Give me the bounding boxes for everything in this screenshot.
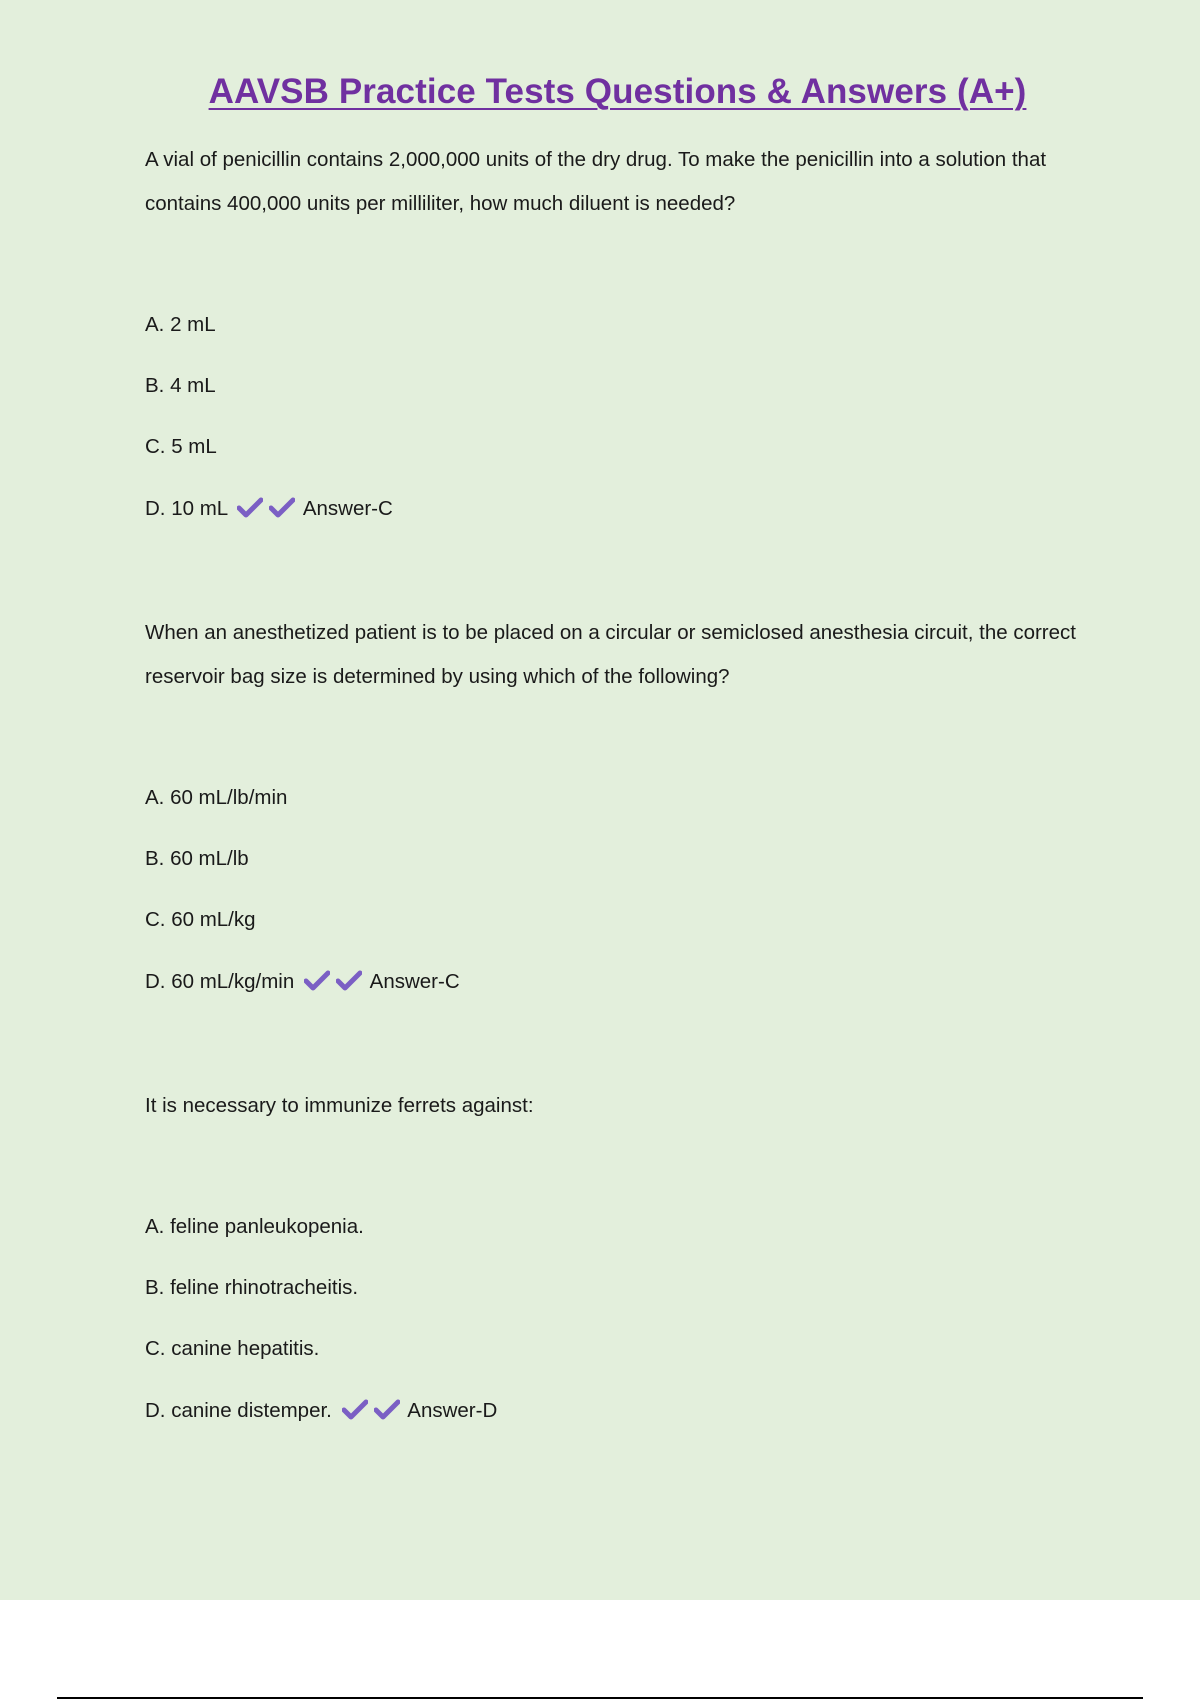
- checkmark-icon: [336, 970, 362, 992]
- question-1-option-b: B. 4 mL: [145, 374, 216, 397]
- checkmark-icon: [374, 1399, 400, 1421]
- question-3-answer: Answer-D: [407, 1399, 498, 1422]
- question-1-option-c: C. 5 mL: [145, 435, 217, 458]
- question-2-text: When an anesthetized patient is to be placed on a circular or semiclosed anesthesia circuit, the correct reservoir bag size is determined by using which of the following?: [145, 621, 1076, 688]
- footer-divider: [57, 1697, 1143, 1699]
- question-2-option-c: C. 60 mL/kg: [145, 908, 256, 931]
- question-3-option-c: C. canine hepatitis.: [145, 1337, 320, 1360]
- checkmark-icon: [269, 497, 295, 519]
- checkmark-icon: [237, 497, 263, 519]
- question-3-option-a: A. feline panleukopenia.: [145, 1215, 364, 1238]
- question-3-option-d: D. canine distemper.: [145, 1399, 332, 1422]
- question-2-option-d-row: [145, 968, 460, 996]
- document-title: AAVSB Practice Tests Questions & Answers (A+): [208, 72, 1027, 111]
- checkmark-icon: [342, 1399, 368, 1421]
- question-2-answer: Answer-C: [369, 970, 460, 993]
- question-1-option-d: D. 10 mL: [145, 497, 228, 520]
- question-1-option-a: A. 2 mL: [145, 313, 216, 336]
- question-3-text: It is necessary to immunize ferrets against:: [145, 1094, 534, 1117]
- question-3-option-d-row: [145, 1397, 497, 1425]
- question-3-option-b: B. feline rhinotracheitis.: [145, 1276, 359, 1299]
- checkmark-icon: [304, 970, 330, 992]
- question-2-option-d: D. 60 mL/kg/min: [145, 970, 295, 993]
- question-2-option-a: A. 60 mL/lb/min: [145, 786, 288, 809]
- question-1-answer: Answer-C: [302, 497, 393, 520]
- question-1-text: A vial of penicillin contains 2,000,000 units of the dry drug. To make the penicillin into a solution that contains 400,000 units per milliliter, how much diluent is needed?: [145, 148, 1047, 215]
- question-1-option-d-row: [145, 495, 393, 523]
- question-2-option-b: B. 60 mL/lb: [145, 847, 249, 870]
